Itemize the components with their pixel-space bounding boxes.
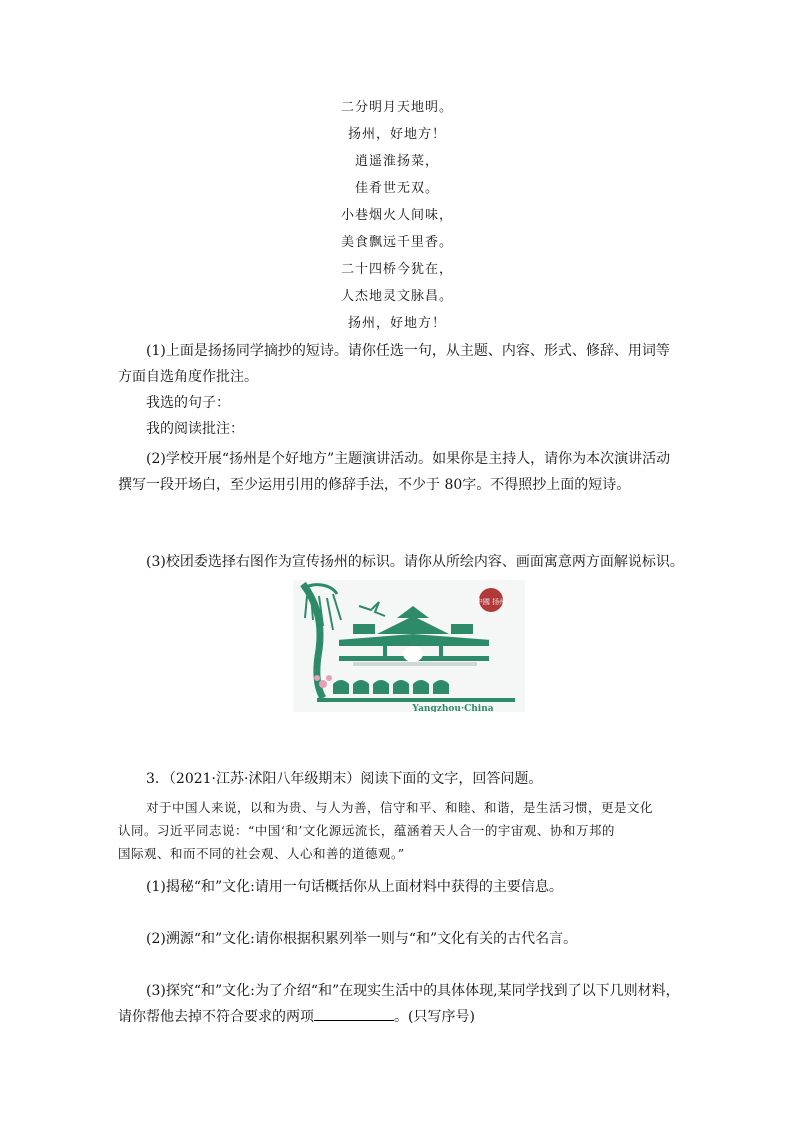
section-3-q3-line2-post: 。(只写序号) bbox=[394, 1009, 475, 1025]
poem-line: 人杰地灵文脉昌。 bbox=[340, 289, 453, 304]
answer-blank[interactable] bbox=[314, 1006, 394, 1021]
logo-caption: Yangzhou·China bbox=[412, 704, 494, 712]
section-3-question-3 bbox=[118, 978, 698, 1030]
passage-line: 国际观、和而不同的社会观、人心和善的道德观。” bbox=[118, 846, 405, 861]
section-3 bbox=[118, 766, 698, 792]
poem-line: 二分明月天地明。 bbox=[340, 100, 453, 115]
poem-line: 佳肴世无双。 bbox=[354, 181, 439, 196]
section-3-q3-line2 bbox=[118, 1004, 698, 1030]
passage-line: 对于中国人来说，以和为贵、与人为善，信守和平、和睦、和谐，是生活习惯，更是文化 bbox=[146, 800, 654, 815]
poem-line: 扬州，好地方！ bbox=[347, 127, 446, 142]
section-3-question-2 bbox=[118, 926, 698, 952]
section-3-q3-line2-pre: 请你帮他去掉不符合要求的两项 bbox=[118, 1009, 314, 1025]
section-3-heading: 3．（2021·江苏·沭阳八年级期末）阅读下面的文字，回答问题。 bbox=[146, 771, 543, 787]
poem bbox=[0, 94, 794, 337]
poem-line: 扬州，好地方！ bbox=[347, 316, 446, 331]
section-3-passage bbox=[118, 796, 688, 865]
poem-line: 美食飘远千里香。 bbox=[340, 235, 453, 250]
reading-note-label: 我的阅读批注： bbox=[146, 421, 244, 437]
section-3-q2-text: (2)溯源“和”文化:请你根据积累列举一则与“和”文化有关的古代名言。 bbox=[146, 931, 578, 947]
poem-line: 逍遥淮扬菜， bbox=[354, 154, 439, 169]
question-2 bbox=[118, 446, 678, 498]
question-1-line1: (1)上面是扬扬同学摘抄的短诗。请你任选一句，从主题、内容、形式、修辞、用词等 bbox=[146, 343, 670, 359]
question-2-line1: (2)学校开展“扬州是个好地方”主题演讲活动。如果你是主持人，请你为本次演讲活动 bbox=[146, 451, 671, 467]
section-3-question-1 bbox=[118, 874, 698, 900]
poem-line: 二十四桥今犹在， bbox=[340, 262, 453, 277]
question-2-line2: 撰写一段开场白，至少运用引用的修辞手法，不少于 80字。不得照抄上面的短诗。 bbox=[118, 477, 631, 493]
yangzhou-logo bbox=[293, 580, 525, 712]
yangzhou-logo-graphic bbox=[293, 580, 525, 712]
section-3-q3-line1: (3)探究“和”文化:为了介绍“和”在现实生活中的具体体现,某同学找到了以下几则材料， bbox=[146, 983, 680, 999]
question-1 bbox=[118, 338, 678, 442]
question-1-line2: 方面自选角度作批注。 bbox=[118, 369, 258, 385]
question-3 bbox=[118, 549, 698, 575]
seal-text: 中國 扬州 bbox=[475, 598, 507, 606]
poem-line: 小巷烟火人间味， bbox=[340, 208, 453, 223]
passage-line: 认同。习近平同志说：“中国‘和’文化源远流长，蕴涵着天人合一的宇宙观、协和万邦的 bbox=[118, 823, 615, 838]
question-3-text: (3)校团委选择右图作为宣传扬州的标识。请你从所绘内容、画面寓意两方面解说标识。 bbox=[146, 554, 684, 570]
chosen-sentence-label: 我选的句子： bbox=[146, 395, 230, 411]
section-3-q1-text: (1)揭秘“和”文化:请用一句话概括你从上面材料中获得的主要信息。 bbox=[146, 879, 563, 895]
